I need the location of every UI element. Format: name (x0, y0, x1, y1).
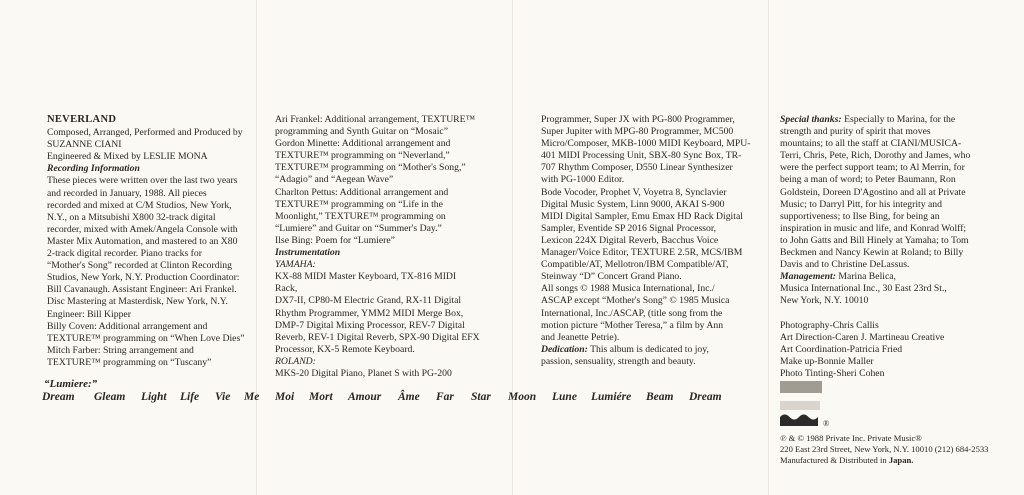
credit-line: to John Gatts and Bill Hinely at Yamaha; to Tom (780, 234, 969, 246)
credit-line: TEXTURE™ programming on “Mother's Song,” (275, 162, 466, 174)
credit-line: Ilse Bing: Poem for “Lumiere” (275, 234, 395, 246)
credit-line: Engineered & Mixed by LESLIE MONA (47, 151, 208, 163)
special-thanks-text: Especially to Marina, for the (844, 114, 956, 125)
section-heading: Recording Information (47, 163, 140, 175)
credit-line: MKS-20 Digital Piano, Planet S with PG-200 (275, 367, 452, 379)
credit-line: DX7-II, CP80-M Electric Grand, RX-11 Digital (275, 295, 462, 307)
registered-mark: ® (823, 419, 830, 428)
credit-line: Master Mix Automation, and mastered to an X80 (47, 235, 238, 247)
credit-line: 707 Rhythm Composer, D550 Linear Synthesizer (541, 162, 733, 174)
credit-line: Billy Coven: Additional arrangement and (47, 320, 208, 332)
credit-line: Musica International Inc., 30 East 23rd St., (780, 283, 947, 295)
poem-word: Me (244, 391, 260, 403)
credit-line: Terri, Chris, Pete, Rich, Dorothy and James, who (780, 150, 971, 162)
brand-label-yamaha: YAMAHA: (275, 259, 316, 271)
credit-line: were the perfect support team; to Al Merrin, for (780, 162, 965, 174)
credit-line: TEXTURE™ programming on “Life in the (275, 198, 443, 210)
credit-line: Charlton Pettus: Additional arrangement and (275, 186, 449, 198)
album-title: NEVERLAND (47, 114, 117, 125)
credit-line: N.Y., on a Mitsubishi X800 32-track digital (47, 211, 216, 223)
credit-line: MIDI Digital Sampler, Emu Emax HD Rack Digital (541, 210, 743, 222)
credit-line: mountains; to all the staff at CIANI/MUSICA- (780, 138, 962, 150)
credit-line: inspiration in music and life, and Konrad Wolff; (780, 222, 967, 234)
copyright-line: ℗ & © 1988 Private Inc. Private Music® (780, 433, 922, 443)
credit-line: Art Coordination-Patricia Fried (780, 343, 903, 355)
credit-line: All songs © 1988 Musica International, Inc./ (541, 283, 715, 295)
credit-line: Studios, New York, N.Y. Production Coordinator: (47, 272, 240, 284)
credits-column-2 (275, 114, 480, 380)
credit-line: Lexicon 224X Digital Reverb, Bacchus Voice (541, 234, 719, 246)
credits-column-1 (47, 114, 252, 369)
credit-line: strength and purity of spirit that moves (780, 126, 931, 138)
dedication-text: This album is dedicated to joy, (590, 343, 709, 355)
poem-word: Âme (398, 391, 420, 403)
poem-word: Beam (646, 391, 674, 403)
credit-line: Bill Cavanaugh. Assistant Engineer: Ari Frankel. (47, 284, 237, 296)
credit-line: New York, N.Y. 10010 (780, 295, 869, 307)
credit-line: International, Inc./ASCAP, (title song from the (541, 307, 723, 319)
spacer (780, 308, 995, 320)
management (780, 271, 995, 283)
panel-fold (256, 0, 257, 495)
credit-line: Super Jupiter with MPG-80 Programmer, MC500 (541, 126, 734, 138)
dedication (541, 344, 756, 356)
credit-line: Davis and to Christine DeLassus. (780, 259, 910, 271)
credit-line: Compatible/AT, Mellotron/IBM Compatible/AT, (541, 259, 729, 271)
brand-label-roland: ROLAND: (275, 355, 316, 367)
credit-line: Disc Mastering at Masterdisk, New York, N.Y. (47, 296, 228, 308)
private-music-logo-middle (780, 401, 820, 410)
poem-word: Lumiére (591, 391, 632, 403)
credit-line: recorder, mixed with Amek/Angela Console with (47, 223, 238, 235)
private-music-logo-top (780, 381, 822, 393)
credit-line: Steinway “D” Concert Grand Piano. (541, 271, 682, 283)
credit-line: Manager/Voice Editor, TEXTURE 2.5R, MCS/IBM (541, 247, 743, 259)
credit-line: Reverb, REV-1 Digital Reverb, SPX-90 Digital EFX (275, 331, 480, 343)
credit-line: TEXTURE™ programming on “Tuscany” (47, 356, 212, 368)
credit-line: KX-88 MIDI Master Keyboard, TX-816 MIDI Rack, (275, 271, 457, 295)
credit-line: Mitch Farber: String arrangement and (47, 344, 194, 356)
credits-column-3 (541, 114, 756, 368)
poem-word: Gleam (94, 391, 126, 403)
credit-line: motion picture “Mother Teresa,” a film by Ann (541, 319, 724, 331)
credit-line: Music; to Darryl Pitt, for his integrity and (780, 198, 942, 210)
credit-line: DMP-7 Digital Mixing Processor, REV-7 Digital (275, 319, 465, 331)
credit-line: TEXTURE™ programming on “Neverland,” (275, 150, 450, 162)
credit-line: SUZANNE CIANI (47, 139, 122, 151)
poem-word: Moon (508, 391, 537, 403)
credit-line: These pieces were written over the last two years (47, 175, 238, 187)
credit-line: 2-track digital recorder. Piano tracks for (47, 248, 202, 260)
manufactured-country: Japan. (888, 455, 914, 465)
credit-line: programming and Synth Guitar on “Mosaic” (275, 126, 448, 138)
credit-line: Sampler, Eventide SP 2016 Signal Processor, (541, 222, 717, 234)
poem-word: Lune (552, 391, 577, 403)
poem-word: Mort (309, 391, 333, 403)
management-label: Management: (780, 271, 836, 283)
credit-line: and recorded in January, 1988. All pieces (47, 187, 207, 199)
credit-line: 401 MIDI Processing Unit, SBX-80 Sync Box, TR- (541, 150, 742, 162)
credit-line: and Jeanette Petrie). (541, 331, 620, 343)
special-thanks-label: Special thanks: (780, 114, 842, 125)
credit-line: passion, sensuality, strength and beauty. (541, 355, 696, 367)
section-heading: Instrumentation (275, 247, 341, 259)
poem-word: Far (436, 391, 454, 403)
special-thanks (780, 114, 995, 126)
credit-line: “Adagio” and “Aegean Wave” (275, 174, 394, 186)
credit-line: Ari Frankel: Additional arrangement, TEXTURE™ (275, 114, 476, 125)
poem-word: Dream (42, 391, 75, 403)
credits-column-4 (780, 114, 995, 380)
credit-line: Engineer: Bill Kipper (47, 308, 131, 320)
management-text: Marina Belica, (838, 271, 896, 283)
credit-line: Photo Tinting-Sheri Cohen (780, 367, 885, 379)
poem-word: Light (141, 391, 167, 403)
credit-line: being a man of word; to Peter Baumann, Ron (780, 174, 956, 186)
lumiere-heading: “Lumiere:” (44, 378, 98, 390)
credit-line: Processor, KX-5 Remote Keyboard. (275, 343, 415, 355)
credit-line: Composed, Arranged, Performed and Produced by (47, 127, 243, 139)
credit-line: Programmer, Super JX with PG-800 Programmer, (541, 114, 735, 125)
credit-line: Rhythm Programmer, YMM2 MIDI Merge Box, (275, 307, 464, 319)
credit-line: Digital Music System, Linn 9000, AKAI S-900 (541, 198, 725, 210)
credit-line: recorded and mixed at C/M Studios, New York, (47, 199, 232, 211)
poem-word: Amour (348, 391, 382, 403)
credit-line: Gordon Minette: Additional arrangement and (275, 138, 451, 150)
credit-line: “Lumiere” and Guitar on “Summer's Day.” (275, 222, 442, 234)
poem-word: Vie (215, 391, 231, 403)
credit-line: ASCAP except “Mother's Song” © 1985 Musica (541, 295, 730, 307)
credit-line: supportiveness; to Ilse Bing, for being an (780, 210, 940, 222)
credit-line: Photography-Chris Callis (780, 319, 879, 331)
credit-line: TEXTURE™ programming on “When Love Dies” (47, 332, 245, 344)
credit-line: with PG-1000 Editor. (541, 174, 625, 186)
poem-word: Star (471, 391, 491, 403)
manufactured-text: Manufactured & Distributed in (780, 455, 889, 465)
credit-line: Moonlight,” TEXTURE™ programming on (275, 210, 446, 222)
poem-word: Dream (689, 391, 722, 403)
credit-line: Make up-Bonnie Maller (780, 355, 874, 367)
dedication-label: Dedication: (541, 343, 588, 355)
manufactured-line (780, 455, 988, 466)
panel-fold (768, 0, 769, 495)
credit-line: Art Direction-Caren J. Martineau Creative (780, 331, 945, 343)
credit-line: Micro/Composer, MKB-1000 MIDI Keyboard, MPU- (541, 138, 751, 150)
poem-word: Life (180, 391, 200, 403)
credit-line: Bode Vocoder, Prophet V, Voyetra 8, Synclavier (541, 186, 727, 198)
credit-line: Beckmen and Nancy Kewin at Roland; to Billy (780, 247, 964, 259)
credit-line: Goldstein, Doreen D'Agostino and all at Private (780, 186, 966, 198)
credit-line: “Mother's Song” recorded at Clinton Recording (47, 260, 232, 272)
private-music-logo-icon (780, 412, 818, 426)
copyright-footer (780, 433, 988, 466)
address-line: 220 East 23rd Street, New York, N.Y. 10010 (212) 684-2533 (780, 444, 989, 454)
panel-fold (512, 0, 513, 495)
poem-word: Moi (275, 391, 295, 403)
